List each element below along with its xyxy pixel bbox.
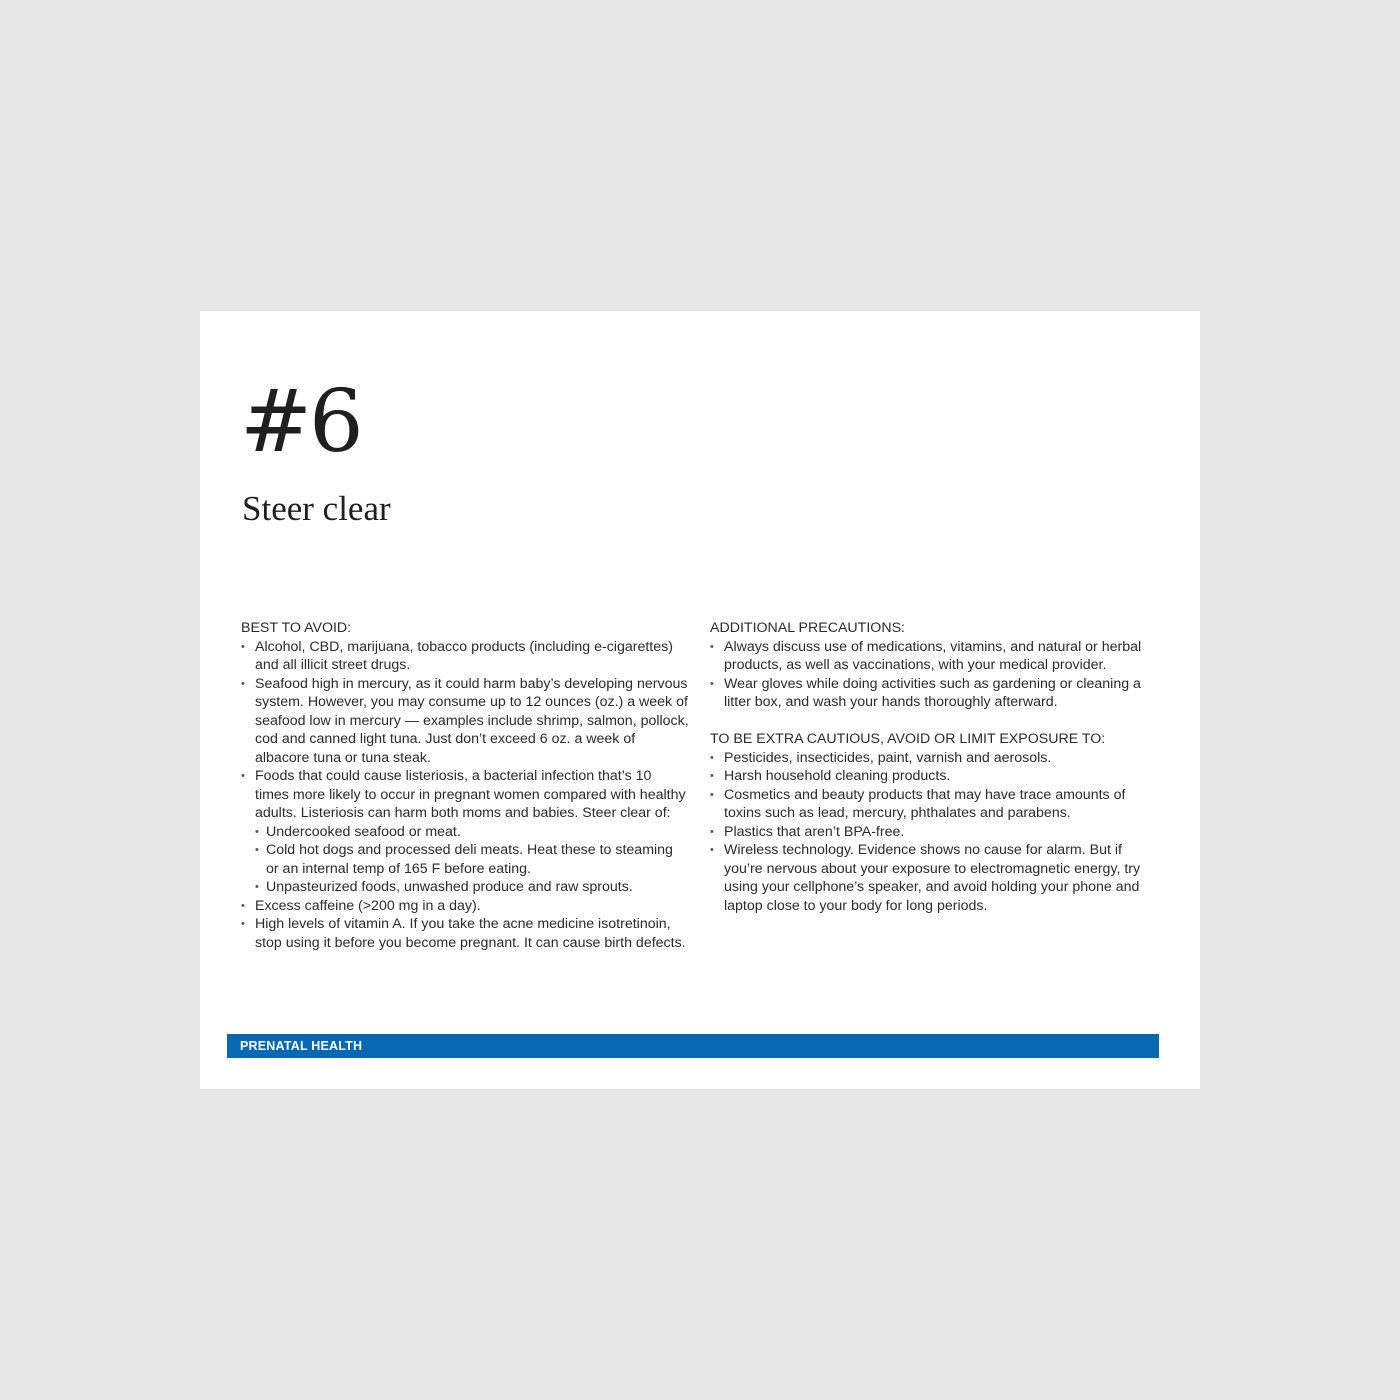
list-item <box>710 841 1160 915</box>
list-item-text: Excess caffeine (>200 mg in a day). <box>255 897 481 914</box>
extra-cautious-heading: TO BE EXTRA CAUTIOUS, AVOID OR LIMIT EXPOSURE TO: <box>710 731 1106 747</box>
sub-list-item-text: Cold hot dogs and processed deli meats. Heat these to steaming or an internal temp of 165 F before eating. <box>266 842 673 877</box>
footer-bar <box>227 1034 1159 1058</box>
extra-cautious-list <box>710 749 1160 916</box>
list-item <box>710 749 1160 768</box>
list-item-text: Wireless technology. Evidence shows no cause for alarm. But if you’re nervous about your exposure to electromagnetic energy, try using your cellphone’s speaker, and avoid holding your phone and laptop close to your body for long periods. <box>724 842 1141 914</box>
sub-list-item <box>255 823 689 842</box>
footer-label: PRENATAL HEALTH <box>240 1039 363 1053</box>
document-card <box>200 311 1200 1089</box>
list-item <box>241 915 689 952</box>
list-item <box>241 638 689 675</box>
additional-precautions-list <box>710 638 1160 712</box>
sub-list-item-text: Undercooked seafood or meat. <box>266 823 461 840</box>
listeriosis-sublist <box>255 823 689 897</box>
list-item-text: Always discuss use of medications, vitamins, and natural or herbal products, as well as vaccinations, with your medical provider. <box>724 638 1142 673</box>
list-item <box>710 823 1160 842</box>
list-item <box>710 767 1160 786</box>
best-to-avoid-heading: BEST TO AVOID: <box>241 620 352 636</box>
list-item <box>710 638 1160 675</box>
sub-list-item-text: Unpasteurized foods, unwashed produce and raw sprouts. <box>266 879 633 895</box>
list-item <box>241 767 689 897</box>
list-item-text: Wear gloves while doing activities such as gardening or cleaning a litter box, and wash your hands thoroughly afterward. <box>724 675 1141 710</box>
list-item-text: Alcohol, CBD, marijuana, tobacco products (including e-cigarettes) and all illicit street drugs. <box>255 638 673 673</box>
list-item-text: Harsh household cleaning products. <box>724 768 951 784</box>
section-number: #6 <box>240 372 361 472</box>
list-item-text: Pesticides, insecticides, paint, varnish and aerosols. <box>724 749 1052 766</box>
list-item-text: Foods that could cause listeriosis, a bacterial infection that’s 10 times more likely to occur in pregnant women compared with healthy adults. Listeriosis can harm both moms and babies. Steer clear of: <box>255 768 686 821</box>
list-item <box>710 675 1160 712</box>
section-spacer <box>710 712 1160 731</box>
best-to-avoid-list <box>241 638 689 953</box>
list-item-text: Plastics that aren’t BPA-free. <box>724 823 905 840</box>
list-item <box>241 675 689 768</box>
list-item <box>710 786 1160 823</box>
precautions-column <box>710 619 1160 915</box>
section-title: Steer clear <box>242 489 391 528</box>
list-item-text: Seafood high in mercury, as it could harm baby’s developing nervous system. However, you may consume up to 12 ounces (oz.) a week of seafood low in mercury — examples include shrimp, salmon, pollock, cod and canned light tuna. Just don’t exceed 6 oz. a week of albacore tuna or tuna steak. <box>255 675 689 766</box>
list-item-text: Cosmetics and beauty products that may have trace amounts of toxins such as lead, mercury, phthalates and parabens. <box>724 786 1126 821</box>
best-to-avoid-column <box>241 619 689 952</box>
list-item <box>241 897 689 916</box>
sub-list-item <box>255 841 689 878</box>
list-item-text: High levels of vitamin A. If you take the acne medicine isotretinoin, stop using it before you become pregnant. It can cause birth defects. <box>255 916 686 951</box>
additional-precautions-heading: ADDITIONAL PRECAUTIONS: <box>710 620 905 636</box>
sub-list-item <box>255 878 689 897</box>
